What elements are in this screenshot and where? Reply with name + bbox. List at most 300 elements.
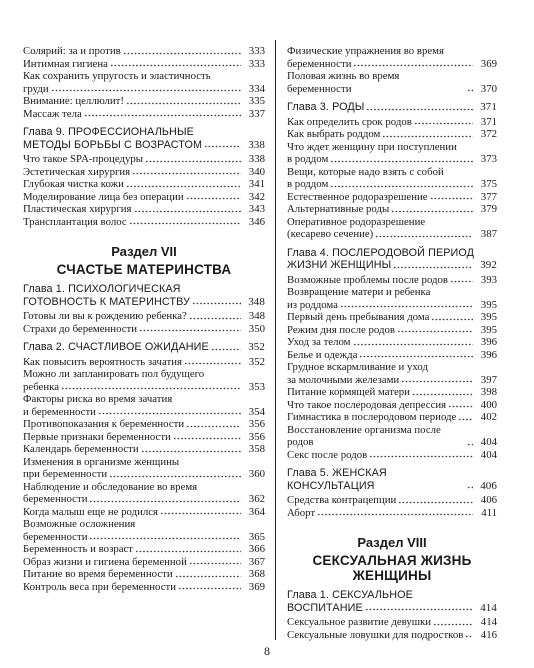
toc-page-number: 364 xyxy=(248,505,265,518)
dot-leader xyxy=(430,191,473,200)
toc-entry xyxy=(23,310,265,323)
toc-page-number: 343 xyxy=(248,203,265,215)
toc-entry-line xyxy=(287,399,497,412)
toc-entry-line xyxy=(287,101,497,114)
toc-page-number: 404 xyxy=(480,448,497,461)
toc-page-number: 333 xyxy=(248,57,265,70)
section-title: СЕКСУАЛЬНАЯ ЖИЗНЬ ЖЕНЩИНЫ xyxy=(312,553,472,583)
toc-page-number: 367 xyxy=(248,555,265,568)
dot-leader xyxy=(132,166,241,175)
toc-entry-text: Массаж тела xyxy=(23,107,82,120)
toc-entry-line xyxy=(23,431,265,444)
toc-entry-text: груди xyxy=(23,82,49,95)
toc-entry-line xyxy=(287,336,497,349)
toc-entry xyxy=(287,324,497,337)
toc-entry-text: Беременность и возраст xyxy=(23,543,134,555)
toc-page-number: 338 xyxy=(248,138,265,151)
toc-entry-line xyxy=(287,286,497,299)
toc-page-number: 356 xyxy=(248,418,265,430)
dot-leader xyxy=(84,108,241,117)
toc-entry-line xyxy=(287,602,497,615)
dot-leader xyxy=(317,507,473,516)
toc-entry-line xyxy=(287,203,497,216)
toc-page-number: 341 xyxy=(248,178,265,190)
toc-entry-text: Первый день пребывания дома xyxy=(287,311,430,323)
toc-page-number: 365 xyxy=(248,530,265,543)
toc-entry xyxy=(23,543,265,556)
toc-entry-text: Питание во время беременности xyxy=(23,568,173,580)
toc-entry-line xyxy=(23,58,265,71)
toc-entry xyxy=(23,178,265,191)
dot-leader xyxy=(433,617,473,626)
toc-entry xyxy=(287,507,497,520)
toc-entry-text: Трансплантация волос xyxy=(23,215,127,228)
toc-page-number: 395 xyxy=(480,298,497,311)
toc-page-number: 398 xyxy=(480,386,497,398)
toc-entry-line xyxy=(287,70,497,95)
toc-chapter xyxy=(23,283,265,308)
toc-entry-line xyxy=(287,259,497,272)
toc-entry-line xyxy=(287,629,497,642)
toc-entry-text: Возвращение матери и ребенка xyxy=(287,286,431,298)
toc-entry-line xyxy=(287,374,497,387)
toc-entry-text: Глава 5. ЖЕНСКАЯ КОНСУЛЬТАЦИЯ xyxy=(287,467,387,492)
toc-entry-text: Можно ли запланировать пол будущего xyxy=(23,368,205,380)
toc-entry-text: Сексуальные ловушки для подростков xyxy=(287,628,464,641)
toc-entry-line xyxy=(23,283,265,296)
toc-entry-text: ВОСПИТАНИЕ xyxy=(287,601,363,614)
toc-entry-line xyxy=(23,83,265,96)
toc-entry-text: из роддома xyxy=(287,298,338,311)
toc-entry-text: Наблюдение и обследование во время xyxy=(23,480,198,493)
toc-entry-text: ребенка xyxy=(23,380,59,393)
toc-entry-text: Уход за телом xyxy=(287,336,351,348)
toc-entry-text: Глава 4. ПОСЛЕРОДОВОЙ ПЕРИОД xyxy=(287,246,475,259)
toc-page-number: 375 xyxy=(480,178,497,190)
toc-entry-text: Сексуальное развитие девушки xyxy=(287,616,432,628)
toc-page-number: 379 xyxy=(480,203,497,215)
toc-entry-text: за молочными железами xyxy=(287,373,400,386)
dot-leader xyxy=(330,179,473,188)
toc-entry xyxy=(23,431,265,444)
toc-entry-line xyxy=(287,178,497,191)
toc-entry-text: Противопоказания к беременности xyxy=(23,418,185,430)
toc-entry-line xyxy=(287,45,497,58)
dot-leader xyxy=(141,444,241,453)
dot-leader xyxy=(401,374,473,383)
toc-entry xyxy=(287,191,497,204)
toc-entry xyxy=(23,393,265,418)
dot-leader xyxy=(109,469,241,478)
toc-entry-text: Глава 9. ПРОФЕССИОНАЛЬНЫЕ xyxy=(23,126,194,138)
toc-page-number: 358 xyxy=(248,443,265,455)
toc-entry-line xyxy=(287,361,497,374)
toc-page-number: 346 xyxy=(248,215,265,228)
dot-leader xyxy=(353,337,473,346)
toc-entry xyxy=(23,518,265,543)
toc-entry xyxy=(287,216,497,241)
toc-chapter xyxy=(287,101,497,114)
toc-entry xyxy=(287,141,497,166)
toc-entry-text: Календарь беременности xyxy=(23,443,139,455)
toc-entry xyxy=(23,153,265,166)
toc-page-number: 397 xyxy=(480,373,497,386)
toc-entry-text: Эстетическая хирургия xyxy=(23,165,131,178)
dot-leader xyxy=(145,154,241,163)
toc-page-number: 360 xyxy=(248,468,265,480)
toc-entry-line xyxy=(287,616,497,629)
toc-entry-text: Физические упражнения во время xyxy=(287,45,444,57)
toc-page-number: 352 xyxy=(248,341,265,353)
dot-leader xyxy=(412,387,473,396)
dot-leader xyxy=(189,311,241,320)
toc-entry-line xyxy=(287,386,497,399)
toc-entry-text: Внимание: целлюлит! xyxy=(23,95,124,107)
dot-leader xyxy=(98,406,241,415)
toc-entry-text: Возможные проблемы после родов xyxy=(287,273,449,286)
toc-entry-line xyxy=(287,494,497,507)
toc-list xyxy=(23,356,265,594)
toc-entry-text: Альтернативные роды xyxy=(287,203,390,215)
toc-entry xyxy=(23,556,265,569)
toc-entry-text: Аборт xyxy=(287,506,316,519)
toc-page-number: 348 xyxy=(248,310,265,322)
dot-leader xyxy=(450,274,473,283)
toc-entry xyxy=(287,116,497,129)
toc-page-number: 338 xyxy=(248,153,265,165)
dot-leader xyxy=(340,299,473,308)
toc-entry-text: Гимнастика в послеродовом периоде xyxy=(287,411,457,423)
toc-list xyxy=(287,116,497,241)
toc-entry xyxy=(287,70,497,95)
toc-entry-line xyxy=(23,296,265,309)
toc-entry-line xyxy=(23,531,265,544)
dot-leader xyxy=(211,342,241,351)
toc-entry-text: в роддом xyxy=(287,178,329,190)
toc-entry xyxy=(23,58,265,71)
dot-leader xyxy=(189,556,241,565)
dot-leader xyxy=(173,431,241,440)
toc-entry-text: Глава 1. СЕКСУАЛЬНОЕ xyxy=(287,589,413,601)
toc-entry-line xyxy=(23,153,265,166)
toc-entry xyxy=(23,368,265,393)
toc-entry xyxy=(287,45,497,70)
toc-list xyxy=(287,494,497,519)
toc-entry-text: Солярий: за и против xyxy=(23,45,121,57)
toc-page-number: 373 xyxy=(480,153,497,165)
toc-page-number: 337 xyxy=(248,107,265,120)
toc-entry xyxy=(287,424,497,449)
toc-entry-text: Что ждет женщину при поступлении xyxy=(287,140,457,153)
toc-entry xyxy=(23,418,265,431)
toc-entry-line xyxy=(23,406,265,419)
toc-entry xyxy=(23,323,265,336)
toc-page-number: 414 xyxy=(480,601,497,614)
toc-entry xyxy=(287,274,497,287)
toc-page-number: 369 xyxy=(480,57,497,70)
dot-leader xyxy=(398,495,473,504)
toc-entry-line xyxy=(23,518,265,531)
dot-leader xyxy=(375,229,473,238)
dot-leader xyxy=(448,399,473,408)
dot-leader xyxy=(129,216,241,225)
dot-leader xyxy=(365,602,473,611)
dot-leader xyxy=(110,58,241,67)
toc-entry-line xyxy=(23,456,265,469)
toc-page-number: 334 xyxy=(248,82,265,95)
toc-page-number: 368 xyxy=(248,568,265,580)
toc-list xyxy=(23,310,265,335)
toc-entry-line xyxy=(287,141,497,154)
toc-entry-text: Возможные осложнения xyxy=(23,518,136,530)
toc-entry-text: Готовы ли вы к рождению ребенка? xyxy=(23,310,187,322)
toc-entry-line xyxy=(287,311,497,324)
dot-leader xyxy=(467,480,473,489)
toc-page-number: 395 xyxy=(480,311,497,323)
toc-entry-text: Когда малыш еще не родился xyxy=(23,505,159,518)
dot-leader xyxy=(51,83,241,92)
toc-entry-line xyxy=(23,191,265,204)
toc-entry xyxy=(23,95,265,108)
toc-entry-line xyxy=(287,116,497,129)
toc-entry-text: Естественное родоразрешение xyxy=(287,190,428,203)
dot-leader xyxy=(353,58,473,67)
toc-entry xyxy=(23,70,265,95)
toc-page-number: 366 xyxy=(248,543,265,555)
toc-entry xyxy=(23,456,265,481)
toc-entry xyxy=(287,286,497,311)
toc-page-number: 353 xyxy=(248,380,265,393)
toc-page-number: 393 xyxy=(480,273,497,286)
toc-list xyxy=(23,45,265,120)
toc-entry-text: ГОТОВНОСТЬ К МАТЕРИНСТВУ xyxy=(23,295,190,308)
toc-chapter xyxy=(23,126,265,151)
toc-entry xyxy=(23,166,265,179)
toc-page-number: 333 xyxy=(248,45,265,57)
dot-leader xyxy=(382,129,473,138)
toc-page-number: 396 xyxy=(480,336,497,348)
toc-page-number: 392 xyxy=(480,259,497,271)
toc-entry xyxy=(23,506,265,519)
toc-entry-text: Грудное вскармливание и уход xyxy=(287,361,429,373)
dot-leader xyxy=(184,356,241,365)
toc-entry xyxy=(23,568,265,581)
toc-entry-text: Как выбрать роддом xyxy=(287,128,381,140)
toc-entry xyxy=(287,128,497,141)
toc-entry-text: Первые признаки беременности xyxy=(23,430,171,443)
dot-leader xyxy=(89,494,241,503)
toc-entry xyxy=(287,336,497,349)
dot-leader xyxy=(160,506,241,515)
toc-entry-line xyxy=(23,108,265,121)
dot-leader xyxy=(330,154,473,163)
toc-entry-line xyxy=(287,424,497,449)
toc-entry xyxy=(23,443,265,456)
dot-leader xyxy=(186,191,241,200)
toc-entry-line xyxy=(23,203,265,216)
toc-page-number: 340 xyxy=(248,165,265,178)
dot-leader xyxy=(192,296,241,305)
toc-page-number: 348 xyxy=(248,295,265,308)
toc-entry xyxy=(287,311,497,324)
toc-entry xyxy=(23,191,265,204)
toc-entry-line xyxy=(287,324,497,337)
toc-entry-line xyxy=(287,216,497,229)
toc-list xyxy=(23,153,265,228)
toc-entry xyxy=(287,616,497,629)
toc-page-number: 342 xyxy=(248,190,265,203)
dot-leader xyxy=(467,83,473,92)
toc-entry-line xyxy=(23,126,265,139)
toc-entry-line xyxy=(23,341,265,354)
toc-entry-text: Факторы риска во время зачатия xyxy=(23,393,173,405)
toc-entry-line xyxy=(23,166,265,179)
toc-entry xyxy=(23,45,265,58)
toc-entry xyxy=(23,356,265,369)
toc-entry-text: ЖИЗНИ ЖЕНЩИНЫ xyxy=(287,259,392,271)
section-label: Раздел VII xyxy=(111,244,177,259)
dot-leader xyxy=(458,412,473,421)
toc-entry-line xyxy=(23,418,265,431)
toc-list xyxy=(287,274,497,462)
toc-entry-line xyxy=(287,349,497,362)
section-title: СЧАСТЬЕ МАТЕРИНСТВА xyxy=(56,262,232,277)
toc-entry-line xyxy=(23,393,265,406)
toc-list xyxy=(287,616,497,641)
toc-page-number: 335 xyxy=(248,95,265,107)
toc-page-number: 352 xyxy=(248,355,265,368)
toc-entry-text: и беременности xyxy=(23,405,96,418)
toc-entry-line xyxy=(287,247,497,260)
toc-entry xyxy=(287,386,497,399)
toc-list xyxy=(287,45,497,95)
dot-leader xyxy=(186,419,241,428)
toc-chapter xyxy=(23,341,265,354)
toc-entry-line xyxy=(23,95,265,108)
toc-chapter xyxy=(287,247,497,272)
dot-leader xyxy=(123,46,241,55)
toc-page-number: 416 xyxy=(480,628,497,641)
toc-entry-line xyxy=(23,356,265,369)
dot-leader xyxy=(89,531,241,540)
toc-entry-line xyxy=(23,581,265,594)
toc-page-number: 350 xyxy=(248,322,265,335)
toc-entry-text: Изменения в организме женщины xyxy=(23,455,180,468)
toc-entry-text: Оперативное родоразрешение xyxy=(287,215,426,228)
toc-entry-line xyxy=(23,443,265,456)
toc-entry-text: Образ жизни и гигиена беременной xyxy=(23,555,187,568)
dot-leader xyxy=(391,204,473,213)
dot-leader xyxy=(204,139,241,148)
toc-entry-line xyxy=(23,310,265,323)
toc-entry-line xyxy=(287,228,497,241)
toc-chapter xyxy=(287,467,497,492)
toc-page-number: 356 xyxy=(248,430,265,443)
toc-column-right xyxy=(287,45,497,641)
dot-leader xyxy=(393,260,473,269)
toc-page-number: 354 xyxy=(248,405,265,418)
toc-page-number: 377 xyxy=(480,190,497,203)
toc-entry xyxy=(287,399,497,412)
dot-leader xyxy=(139,323,241,332)
toc-entry-text: Режим дня после родов xyxy=(287,323,395,336)
toc-entry xyxy=(287,449,497,462)
toc-entry-line xyxy=(287,166,497,179)
dot-leader xyxy=(134,204,242,213)
toc-entry-line xyxy=(23,468,265,481)
toc-entry-text: Вещи, которые надо взять с собой xyxy=(287,165,444,178)
toc-entry-text: Половая жизнь во время беременности xyxy=(287,70,400,95)
toc-entry-line xyxy=(23,139,265,152)
toc-entry-line xyxy=(23,556,265,569)
toc-entry xyxy=(23,203,265,216)
toc-entry xyxy=(23,581,265,594)
toc-entry-line xyxy=(287,274,497,287)
toc-page-number: 371 xyxy=(480,115,497,128)
toc-entry-line xyxy=(23,568,265,581)
toc-entry-line xyxy=(287,153,497,166)
toc-page-number: 371 xyxy=(480,101,497,113)
toc-entry-line xyxy=(287,58,497,71)
toc-page-number: 400 xyxy=(480,398,497,411)
dot-leader xyxy=(366,102,473,111)
toc-page-number: 387 xyxy=(480,228,497,240)
toc-entry-text: Глава 3. РОДЫ xyxy=(287,101,365,113)
toc-entry xyxy=(287,349,497,362)
toc-entry-text: Как сохранить упругость и эластичность xyxy=(23,70,211,82)
toc-entry-text: беременности xyxy=(23,493,88,505)
section-label: Раздел VIII xyxy=(357,535,427,550)
toc-entry-line xyxy=(23,543,265,556)
toc-page-number: 406 xyxy=(480,494,497,506)
toc-column-left xyxy=(23,45,265,593)
toc-entry-line xyxy=(23,323,265,336)
toc-entry xyxy=(287,494,497,507)
dot-leader xyxy=(397,324,473,333)
toc-entry-line xyxy=(287,191,497,204)
toc-entry-text: Восстановление организма после родов xyxy=(287,423,441,448)
toc-entry xyxy=(287,629,497,642)
toc-entry-line xyxy=(23,506,265,519)
toc-entry-text: Интимная гигиена xyxy=(23,57,108,70)
toc-entry-line xyxy=(23,493,265,506)
toc-entry-text: Страхи до беременности xyxy=(23,322,138,335)
dot-leader xyxy=(431,312,473,321)
toc-entry-text: Что такое SPA-процедуры xyxy=(23,153,144,165)
dot-leader xyxy=(126,179,241,188)
toc-entry-line xyxy=(23,368,265,381)
dot-leader xyxy=(465,629,473,638)
toc-entry-line xyxy=(23,178,265,191)
toc-entry-text: Глава 2. СЧАСТЛИВОЕ ОЖИДАНИЕ xyxy=(23,341,209,353)
toc-entry-text: Что такое послеродовая депрессия xyxy=(287,398,447,411)
toc-entry-text: беременности xyxy=(287,57,352,70)
toc-entry xyxy=(287,411,497,424)
dot-leader xyxy=(369,449,473,458)
toc-page-number: 369 xyxy=(248,580,265,593)
toc-entry-text: в роддом xyxy=(287,153,329,165)
toc-entry-text: Секс после родов xyxy=(287,448,368,461)
dot-leader xyxy=(414,116,473,125)
toc-page-number: 372 xyxy=(480,128,497,140)
toc-entry-text: МЕТОДЫ БОРЬБЫ С ВОЗРАСТОМ xyxy=(23,138,203,151)
dot-leader xyxy=(359,349,473,358)
toc-entry-text: Контроль веса при беременности xyxy=(23,580,176,593)
page-number: 8 xyxy=(264,644,270,658)
toc-entry-line xyxy=(287,467,497,492)
dot-leader xyxy=(61,381,241,390)
toc-entry-text: Моделирование лица без операции xyxy=(23,190,184,203)
